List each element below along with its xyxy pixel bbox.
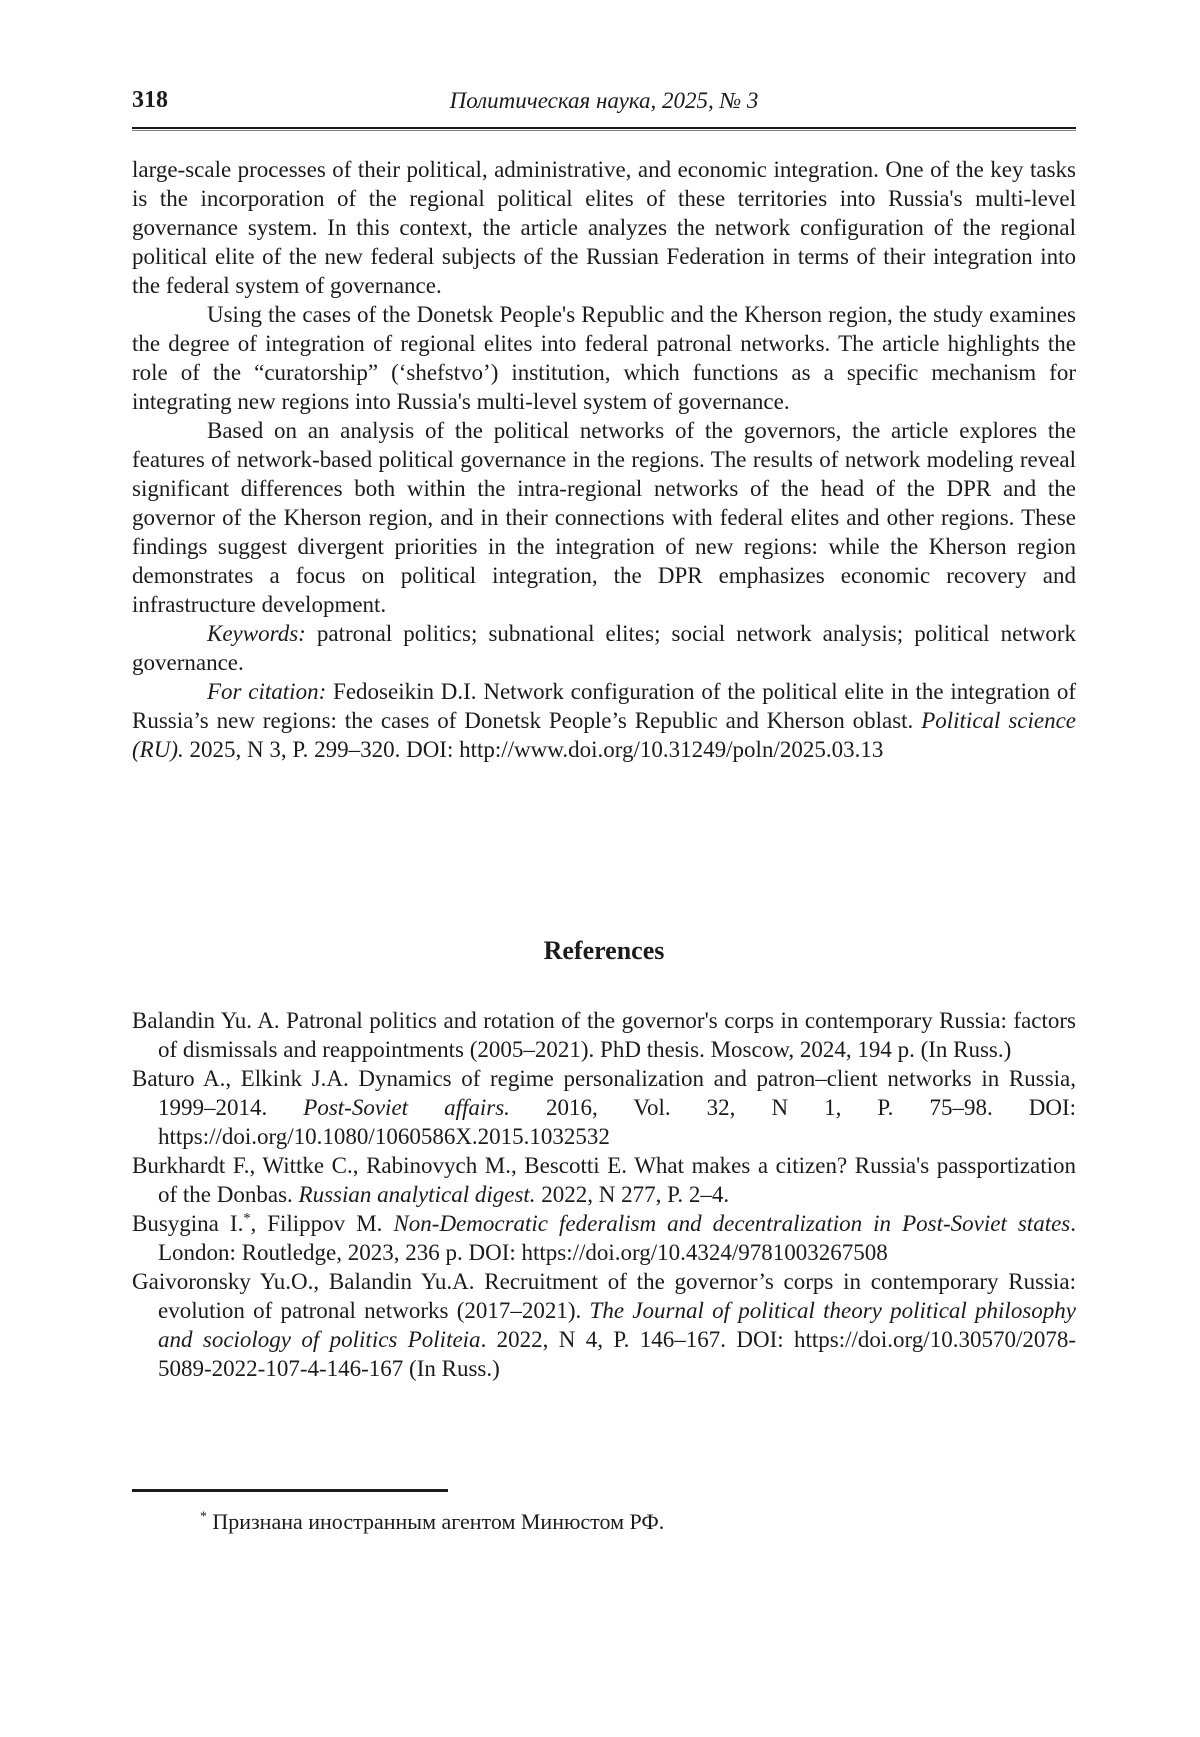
footnote-text: Признана иностранным агентом Минюстом РФ.	[212, 1509, 665, 1534]
footnote-rule	[132, 1489, 448, 1492]
journal-running-title: Политическая наука, 2025, № 3	[449, 88, 759, 113]
references-heading: References	[543, 936, 665, 965]
abstract-section	[132, 155, 1076, 764]
abstract-paragraph: Keywords: patronal politics; subnational elites; social network analysis; political network governance.	[132, 621, 1076, 675]
abstract-paragraph: Using the cases of the Donetsk People's Republic and the Kherson region, the study examines the degree of integration of regional elites into federal patronal networks. The article highlights the role of the “curatorship” (‘shefstvo’) institution, which functions as a specific mechanism for integrating new regions into Russia's multi-level system of governance.	[132, 302, 1076, 414]
reference-item: Burkhardt F., Wittke C., Rabinovych M., Bescotti E. What makes a citizen? Russia's passportization of the Donbas. Russian analytical digest. 2022, N 277, P. 2–4.	[132, 1153, 1076, 1207]
references-list	[132, 1006, 1076, 1383]
reference-item: Gaivoronsky Yu.O., Balandin Yu.A. Recruitment of the governor’s corps in contemporary Russia: evolution of patronal networks (2017–2021). The Journal of political theory political philosophy and sociology of politics Politeia. 2022, N 4, P. 146–167. DOI: https://doi.org/10.30570/2078-5089-2022-107-4-146-167 (In Russ.)	[132, 1269, 1076, 1381]
footnote	[132, 1508, 1076, 1536]
header-rule	[132, 127, 1076, 131]
abstract-paragraph: Based on an analysis of the political networks of the governors, the article explores the features of network-based political governance in the regions. The results of network modeling reveal significant differences both within the intra-regional networks of the head of the DPR and the governor of the Kherson region, and in their connections with federal elites and other regions. These findings suggest divergent priorities in the integration of new regions: while the Kherson region demonstrates a focus on political integration, the DPR emphasizes economic recovery and infrastructure development.	[132, 418, 1076, 617]
page-number: 318	[132, 87, 168, 113]
footnote-marker: *	[200, 1508, 207, 1524]
abstract-paragraph: For citation: Fedoseikin D.I. Network configuration of the political elite in the integration of Russia’s new regions: the cases of Donetsk People’s Republic and Kherson oblast. Political science (RU). 2025, N 3, P. 299–320. DOI: http://www.doi.org/10.31249/poln/2025.03.13	[132, 679, 1076, 762]
reference-item: Balandin Yu. A. Patronal politics and rotation of the governor's corps in contemporary Russia: factors of dismissals and reappointments (2005–2021). PhD thesis. Moscow, 2024, 194 p. (In Russ.)	[132, 1008, 1076, 1062]
reference-item: Baturo A., Elkink J.A. Dynamics of regime personalization and patron–client networks in Russia, 1999–2014. Post-Soviet affairs. 2016, Vol. 32, N 1, P. 75–98. DOI: https://doi.org/10.1080/1060586X.2015.1032532	[132, 1066, 1077, 1149]
footnote-block	[132, 1489, 1076, 1536]
page-header	[132, 86, 1076, 120]
reference-item: Busygina I.*, Filippov M. Non-Democratic federalism and decentralization in Post-Soviet states. London: Routledge, 2023, 236 p. DOI: https://doi.org/10.4324/9781003267508	[132, 1210, 1076, 1265]
abstract-paragraph: large-scale processes of their political, administrative, and economic integration. One of the key tasks is the incorporation of the regional political elites of these territories into Russia's multi-level governance system. In this context, the article analyzes the network configuration of the regional political elite of the new federal subjects of the Russian Federation in terms of their integration into the federal system of governance.	[132, 157, 1076, 298]
